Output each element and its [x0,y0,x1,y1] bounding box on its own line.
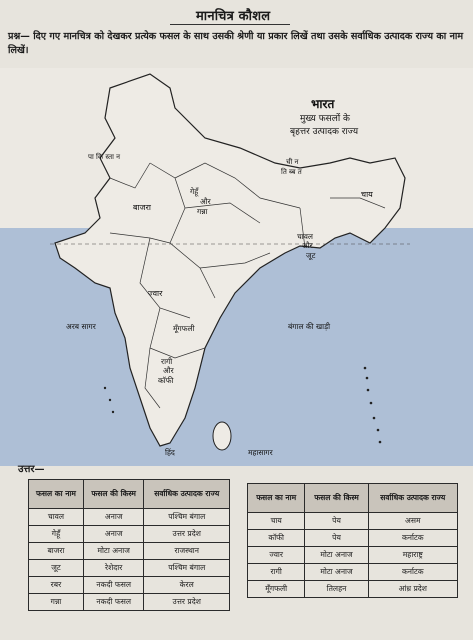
cell-type: मोटा अनाज [305,547,368,564]
table-row [29,526,230,543]
question-text [8,30,466,58]
table-row [29,560,230,577]
label-wheat-and: और [200,197,211,206]
table-row [29,577,230,594]
label-tibet: ति ब्ब त [281,168,302,176]
cell-crop: बाजरा [29,543,84,560]
label-bay-of-bengal: बंगाल की खाड़ी [288,322,331,331]
label-rice: चावल [297,232,313,241]
label-jowar: ज्वार [148,289,163,298]
page-title: मानचित्र कौशल [196,9,271,24]
question-body: दिए गए मानचित्र को देखकर प्रत्येक फसल के साथ उसकी श्रेणी या प्रकार लिखें तथा उसके सर्वाधिक उत्पादक राज्य का नाम लिखें। [8,31,464,56]
answer-label: उत्तर— [18,464,45,475]
table-header-row [29,480,230,509]
cell-state: राजस्थान [144,543,230,560]
cell-crop: कॉफी [248,530,305,547]
cell-state: केरल [144,577,230,594]
cell-crop: रबर [29,577,84,594]
header-crop-type: फसल की किस्म [305,484,368,513]
map-subtitle-2: बृहत्तर उत्पादक राज्य [290,127,359,137]
label-coffee: कॉफी [158,376,174,385]
label-china: ची न [286,158,299,166]
table-row [29,509,230,526]
cell-state: पश्चिम बंगाल [144,509,230,526]
title-underline [170,24,290,25]
cell-crop: चाय [248,513,305,530]
label-sugarcane: गन्ना [197,207,208,216]
table-row [248,547,458,564]
cell-crop: चावल [29,509,84,526]
label-ocean-suffix: महासागर [248,448,273,457]
label-pakistan: पा कि स्ता न [88,153,121,161]
cell-state: महाराष्ट्र [368,547,457,564]
cell-type: मोटा अनाज [305,564,368,581]
cell-type: नकदी फसल [83,577,144,594]
table-row [248,564,458,581]
cell-state: उत्तर प्रदेश [144,526,230,543]
table-row [248,513,458,530]
india-crop-map [0,68,473,466]
cell-type: रेशेदार [83,560,144,577]
table-row [29,594,230,611]
label-bajra: बाजरा [133,203,151,212]
map-title: भारत [311,97,335,111]
label-jute: जूट [306,251,316,260]
header-top-state: सर्वाधिक उत्पादक राज्य [144,480,230,509]
table-row [248,530,458,547]
cell-state: असम [368,513,457,530]
question-prefix: प्रश्न— [8,31,30,42]
cell-state: उत्तर प्रदेश [144,594,230,611]
label-rice-and: और [302,241,313,250]
answer-table-right [247,483,458,598]
map-svg [0,68,473,466]
label-groundnut: मूँगफली [173,324,195,333]
header-crop-name: फसल का नाम [248,484,305,513]
table-header-row [248,484,458,513]
cell-type: अनाज [83,509,144,526]
cell-type: तिलहन [305,581,368,598]
cell-type: पेय [305,530,368,547]
cell-type: पेय [305,513,368,530]
header-top-state: सर्वाधिक उत्पादक राज्य [368,484,457,513]
cell-state: पश्चिम बंगाल [144,560,230,577]
label-tea: चाय [361,190,373,199]
header-crop-type: फसल की किस्म [83,480,144,509]
cell-crop: ज्वार [248,547,305,564]
cell-state: कर्नाटक [368,564,457,581]
sri-lanka [213,422,231,450]
cell-state: आंध्र प्रदेश [368,581,457,598]
table-row [29,543,230,560]
cell-type: मोटा अनाज [83,543,144,560]
label-ragi: रागी [161,357,173,366]
map-subtitle-1: मुख्य फसलों के [300,114,350,124]
header-crop-name: फसल का नाम [29,480,84,509]
cell-state: कर्नाटक [368,530,457,547]
cell-crop: गेहूँ [29,526,84,543]
label-ragi-and: और [163,366,174,375]
cell-crop: रागी [248,564,305,581]
cell-crop: मूँगफली [248,581,305,598]
answer-table-left [28,479,230,611]
cell-type: अनाज [83,526,144,543]
label-wheat: गेहूँ [190,187,199,196]
table-row [248,581,458,598]
cell-crop: जूट [29,560,84,577]
label-indian-ocean: हिंद [165,448,175,457]
label-arabian-sea: अरब सागर [66,322,96,331]
cell-crop: गन्ना [29,594,84,611]
cell-type: नकदी फसल [83,594,144,611]
